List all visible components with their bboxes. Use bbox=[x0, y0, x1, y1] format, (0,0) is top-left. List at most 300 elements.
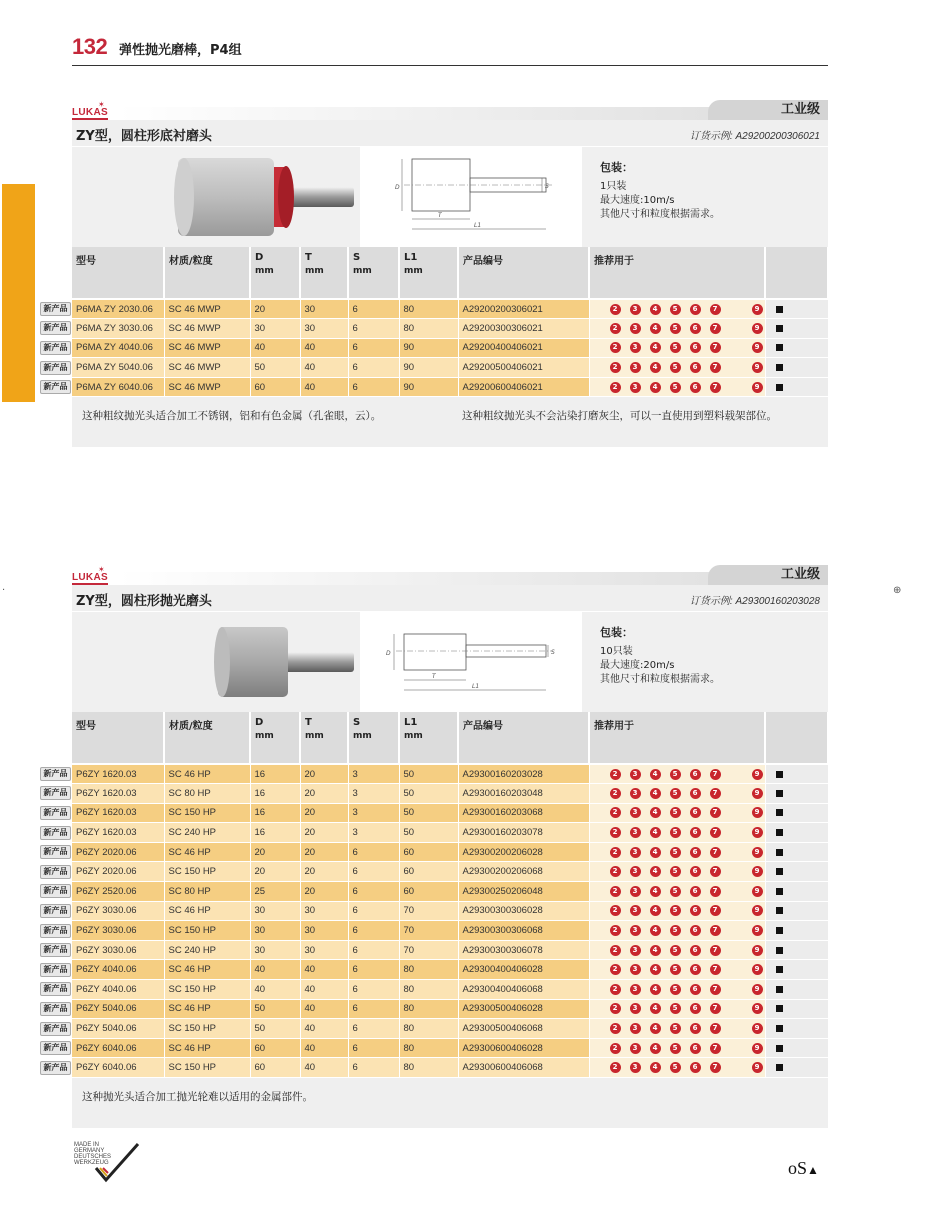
application-badge-icon: 5 bbox=[670, 866, 681, 877]
application-badge-icon: 3 bbox=[630, 925, 641, 936]
application-badge-icon: 4 bbox=[650, 382, 661, 393]
svg-text:T: T bbox=[438, 212, 442, 219]
column-unit: mm bbox=[404, 266, 423, 276]
application-badge-icon: 4 bbox=[650, 362, 661, 373]
cell-d: 60 bbox=[250, 1058, 300, 1078]
application-badge-icon: 4 bbox=[650, 323, 661, 334]
topbar-gradient bbox=[118, 107, 710, 120]
application-badge-icon: 7 bbox=[710, 1023, 721, 1034]
application-badge-icon: 5 bbox=[670, 984, 681, 995]
column-label: 产品编号 bbox=[463, 721, 503, 732]
column-unit: mm bbox=[255, 266, 274, 276]
application-badge-icon: 7 bbox=[710, 1062, 721, 1073]
application-badge-icon: 9 bbox=[752, 342, 763, 353]
square-bullet-icon bbox=[776, 1005, 783, 1012]
cell-model: P6ZY 3030.06 bbox=[72, 901, 164, 921]
cell-model: P6ZY 1620.03 bbox=[72, 764, 164, 784]
application-badge-icon: 5 bbox=[670, 382, 681, 393]
new-product-tag: 新产品 bbox=[40, 963, 71, 977]
product-section-2 bbox=[72, 565, 828, 1128]
recommend-cell bbox=[589, 940, 765, 960]
new-product-tag: 新产品 bbox=[40, 904, 71, 918]
availability-cell bbox=[765, 319, 828, 339]
table-row[interactable] bbox=[72, 862, 828, 882]
availability-cell bbox=[765, 842, 828, 862]
image-row bbox=[72, 612, 828, 712]
application-badge-icon: 5 bbox=[670, 304, 681, 315]
application-badge-icon: 2 bbox=[610, 827, 621, 838]
application-badge-icon: 2 bbox=[610, 323, 621, 334]
cell-s: 6 bbox=[348, 1058, 399, 1078]
column-label: 型号 bbox=[76, 721, 96, 732]
column-unit: mm bbox=[404, 731, 423, 741]
application-badge-icon: 6 bbox=[690, 886, 701, 897]
square-bullet-icon bbox=[776, 1045, 783, 1052]
column-header bbox=[164, 712, 250, 764]
cell-code: A29300200206068 bbox=[458, 862, 589, 882]
application-badge-icon: 9 bbox=[752, 847, 763, 858]
new-product-tag: 新产品 bbox=[40, 786, 71, 800]
application-badge-icon: 3 bbox=[630, 945, 641, 956]
table-row[interactable] bbox=[72, 377, 828, 397]
cell-code: A29200600406021 bbox=[458, 377, 589, 397]
application-badge-icon: 5 bbox=[670, 362, 681, 373]
application-badge-icon: 6 bbox=[690, 807, 701, 818]
cell-material: SC 46 HP bbox=[164, 901, 250, 921]
application-badge-icon: 7 bbox=[710, 945, 721, 956]
new-product-tag: 新产品 bbox=[40, 361, 71, 375]
column-unit: mm bbox=[353, 731, 372, 741]
application-badge-icon: 9 bbox=[752, 323, 763, 334]
arrow-up-icon: ▲ bbox=[807, 1163, 819, 1177]
application-badge-icon: 7 bbox=[710, 925, 721, 936]
cell-l1: 70 bbox=[399, 901, 458, 921]
new-product-tag: 新产品 bbox=[40, 826, 71, 840]
application-badge-icon: 9 bbox=[752, 866, 763, 877]
recommend-cell bbox=[589, 338, 765, 358]
application-badge-icon: 3 bbox=[630, 1062, 641, 1073]
recommend-cell bbox=[589, 803, 765, 823]
column-header bbox=[300, 712, 348, 764]
application-badge-icon: 3 bbox=[630, 323, 641, 334]
cell-s: 6 bbox=[348, 960, 399, 980]
availability-cell bbox=[765, 299, 828, 319]
application-badge-icon: 5 bbox=[670, 945, 681, 956]
packaging-line: 最大速度:10m/s bbox=[600, 195, 675, 206]
application-badge-icon: 4 bbox=[650, 807, 661, 818]
cell-material: SC 46 MWP bbox=[164, 299, 250, 319]
application-badge-icon: 7 bbox=[710, 362, 721, 373]
application-badge-icon: 3 bbox=[630, 1043, 641, 1054]
note-text: 这种抛光头适合加工抛光轮难以适用的金属部件。 bbox=[82, 1091, 313, 1103]
recommend-cell bbox=[589, 882, 765, 902]
application-badge-icon: 9 bbox=[752, 905, 763, 916]
application-badge-icon: 6 bbox=[690, 788, 701, 799]
table-row[interactable] bbox=[72, 901, 828, 921]
recommend-cell bbox=[589, 377, 765, 397]
cell-t: 30 bbox=[300, 921, 348, 941]
product-section-1 bbox=[72, 100, 828, 447]
availability-cell bbox=[765, 764, 828, 784]
packaging-line: 最大速度:20m/s bbox=[600, 660, 675, 671]
square-bullet-icon bbox=[776, 384, 783, 391]
application-badge-icon: 2 bbox=[610, 304, 621, 315]
application-badge-icon: 6 bbox=[690, 827, 701, 838]
packaging-info bbox=[582, 147, 828, 247]
application-badge-icon: 2 bbox=[610, 925, 621, 936]
new-product-tag: 新产品 bbox=[40, 943, 71, 957]
application-badge-icon: 6 bbox=[690, 382, 701, 393]
table-row[interactable] bbox=[72, 1038, 828, 1058]
square-bullet-icon bbox=[776, 1064, 783, 1071]
table-row[interactable] bbox=[72, 999, 828, 1019]
column-header bbox=[72, 712, 164, 764]
column-label: 推荐用于 bbox=[594, 256, 634, 267]
recommend-cell bbox=[589, 1019, 765, 1039]
application-badge-icon: 7 bbox=[710, 304, 721, 315]
application-badge-icon: 9 bbox=[752, 362, 763, 373]
application-badge-icon: 2 bbox=[610, 1043, 621, 1054]
new-product-tag: 新产品 bbox=[40, 321, 71, 335]
table-row[interactable] bbox=[72, 784, 828, 804]
application-badge-icon: 3 bbox=[630, 304, 641, 315]
cell-code: A29300600406028 bbox=[458, 1038, 589, 1058]
application-badge-icon: 4 bbox=[650, 1043, 661, 1054]
application-badge-icon: 5 bbox=[670, 342, 681, 353]
os-symbol bbox=[788, 1158, 819, 1179]
os-symbol-text: oS bbox=[788, 1158, 808, 1178]
cell-material: SC 46 HP bbox=[164, 960, 250, 980]
new-product-tag: 新产品 bbox=[40, 341, 71, 355]
svg-text:D: D bbox=[386, 650, 391, 657]
application-badge-icon: 2 bbox=[610, 866, 621, 877]
application-badge-icon: 2 bbox=[610, 886, 621, 897]
cell-t: 40 bbox=[300, 960, 348, 980]
section-topbar bbox=[72, 565, 828, 585]
application-badge-icon: 6 bbox=[690, 925, 701, 936]
column-header bbox=[589, 247, 765, 299]
application-badge-icon: 9 bbox=[752, 1062, 763, 1073]
cell-s: 6 bbox=[348, 358, 399, 378]
table-row[interactable] bbox=[72, 1058, 828, 1078]
application-badge-icon: 9 bbox=[752, 1023, 763, 1034]
cell-material: SC 46 MWP bbox=[164, 377, 250, 397]
svg-text:T: T bbox=[432, 673, 436, 680]
cell-code: A29300600406068 bbox=[458, 1058, 589, 1078]
cell-model: P6ZY 3030.06 bbox=[72, 921, 164, 941]
section-topbar bbox=[72, 100, 828, 120]
cell-l1: 80 bbox=[399, 1058, 458, 1078]
cell-material: SC 150 HP bbox=[164, 803, 250, 823]
cell-material: SC 150 HP bbox=[164, 1019, 250, 1039]
cell-l1: 50 bbox=[399, 803, 458, 823]
product-photo bbox=[72, 612, 362, 712]
application-badge-icon: 7 bbox=[710, 827, 721, 838]
technical-drawing bbox=[362, 147, 582, 247]
table-row[interactable] bbox=[72, 980, 828, 1000]
availability-cell bbox=[765, 862, 828, 882]
application-badge-icon: 7 bbox=[710, 1003, 721, 1014]
product-photo bbox=[72, 147, 362, 247]
table-row[interactable] bbox=[72, 764, 828, 784]
column-header bbox=[589, 712, 765, 764]
application-badge-icon: 7 bbox=[710, 788, 721, 799]
dimension-drawing-icon bbox=[362, 147, 582, 247]
cell-l1: 80 bbox=[399, 1019, 458, 1039]
page-header bbox=[72, 34, 828, 66]
crop-mark-left-icon: · bbox=[2, 585, 6, 596]
application-badge-icon: 6 bbox=[690, 866, 701, 877]
cell-l1: 60 bbox=[399, 882, 458, 902]
cell-s: 6 bbox=[348, 377, 399, 397]
table-row[interactable] bbox=[72, 940, 828, 960]
cell-t: 40 bbox=[300, 980, 348, 1000]
cell-s: 3 bbox=[348, 803, 399, 823]
square-bullet-icon bbox=[776, 344, 783, 351]
cell-material: SC 240 HP bbox=[164, 823, 250, 843]
table-row[interactable] bbox=[72, 823, 828, 843]
cell-l1: 50 bbox=[399, 764, 458, 784]
cell-s: 6 bbox=[348, 882, 399, 902]
recommend-cell bbox=[589, 999, 765, 1019]
square-bullet-icon bbox=[776, 306, 783, 313]
application-badge-icon: 2 bbox=[610, 769, 621, 780]
cell-s: 6 bbox=[348, 921, 399, 941]
cell-code: A29300500406068 bbox=[458, 1019, 589, 1039]
chapter-tab[interactable] bbox=[2, 184, 35, 402]
application-badge-icon: 4 bbox=[650, 769, 661, 780]
cell-model: P6ZY 5040.06 bbox=[72, 999, 164, 1019]
square-bullet-icon bbox=[776, 790, 783, 797]
svg-text:D: D bbox=[395, 184, 400, 191]
application-badge-icon: 2 bbox=[610, 342, 621, 353]
table-row[interactable] bbox=[72, 803, 828, 823]
cell-model: P6MA ZY 5040.06 bbox=[72, 358, 164, 378]
page-title: 弹性抛光磨棒，P4组 bbox=[119, 43, 242, 58]
table-row[interactable] bbox=[72, 842, 828, 862]
cell-l1: 60 bbox=[399, 862, 458, 882]
application-badge-icon: 7 bbox=[710, 323, 721, 334]
recommend-cell bbox=[589, 1058, 765, 1078]
cell-d: 60 bbox=[250, 1038, 300, 1058]
application-badge-icon: 3 bbox=[630, 382, 641, 393]
availability-cell bbox=[765, 377, 828, 397]
lukas-logo bbox=[72, 565, 116, 585]
recommend-cell bbox=[589, 960, 765, 980]
cell-t: 40 bbox=[300, 1058, 348, 1078]
application-badge-icon: 4 bbox=[650, 788, 661, 799]
square-bullet-icon bbox=[776, 947, 783, 954]
crop-mark-right-icon: ⊕ bbox=[893, 585, 902, 596]
application-badge-icon: 4 bbox=[650, 342, 661, 353]
application-badge-icon: 3 bbox=[630, 847, 641, 858]
cell-s: 6 bbox=[348, 338, 399, 358]
table-row[interactable] bbox=[72, 358, 828, 378]
note-text: 这种粗纹抛光头不会沾染打磨灰尘，可以一直使用到塑料载架部位。 bbox=[462, 410, 777, 423]
cell-model: P6MA ZY 3030.06 bbox=[72, 319, 164, 339]
section-titlebar bbox=[72, 585, 828, 612]
cell-code: A29300400406068 bbox=[458, 980, 589, 1000]
column-label: 型号 bbox=[76, 256, 96, 267]
cell-s: 6 bbox=[348, 980, 399, 1000]
application-badge-icon: 5 bbox=[670, 788, 681, 799]
cell-l1: 70 bbox=[399, 940, 458, 960]
application-badge-icon: 5 bbox=[670, 905, 681, 916]
mounted-point-photo-icon bbox=[72, 147, 362, 247]
application-badge-icon: 9 bbox=[752, 925, 763, 936]
cell-s: 3 bbox=[348, 784, 399, 804]
packaging-line: 其他尺寸和粒度根据需求。 bbox=[600, 209, 720, 220]
cell-material: SC 46 HP bbox=[164, 1038, 250, 1058]
cell-material: SC 80 HP bbox=[164, 882, 250, 902]
cell-d: 50 bbox=[250, 358, 300, 378]
cell-s: 3 bbox=[348, 764, 399, 784]
column-label: L1 bbox=[404, 717, 418, 728]
square-bullet-icon bbox=[776, 325, 783, 332]
cell-material: SC 46 HP bbox=[164, 764, 250, 784]
column-header bbox=[458, 247, 589, 299]
column-unit: mm bbox=[353, 266, 372, 276]
cell-l1: 50 bbox=[399, 823, 458, 843]
column-header bbox=[765, 712, 828, 764]
table-row[interactable] bbox=[72, 1019, 828, 1039]
application-badge-icon: 9 bbox=[752, 304, 763, 315]
application-badge-icon: 2 bbox=[610, 1062, 621, 1073]
column-unit: mm bbox=[305, 266, 324, 276]
cell-d: 40 bbox=[250, 960, 300, 980]
application-badge-icon: 4 bbox=[650, 886, 661, 897]
column-label: T bbox=[305, 717, 312, 728]
availability-cell bbox=[765, 999, 828, 1019]
application-badge-icon: 5 bbox=[670, 1043, 681, 1054]
column-header bbox=[399, 712, 458, 764]
new-product-tag: 新产品 bbox=[40, 380, 71, 394]
cell-material: SC 150 HP bbox=[164, 921, 250, 941]
cell-model: P6ZY 1620.03 bbox=[72, 784, 164, 804]
cell-t: 30 bbox=[300, 319, 348, 339]
column-header bbox=[765, 247, 828, 299]
mounted-point-photo-icon bbox=[72, 612, 362, 712]
cell-t: 40 bbox=[300, 377, 348, 397]
application-badge-icon: 5 bbox=[670, 1003, 681, 1014]
application-badge-icon: 5 bbox=[670, 886, 681, 897]
application-badge-icon: 2 bbox=[610, 382, 621, 393]
square-bullet-icon bbox=[776, 364, 783, 371]
application-badge-icon: 2 bbox=[610, 362, 621, 373]
availability-cell bbox=[765, 1058, 828, 1078]
application-badge-icon: 9 bbox=[752, 382, 763, 393]
cell-t: 40 bbox=[300, 1019, 348, 1039]
logo-mark-icon: ✶ bbox=[98, 100, 105, 109]
logo-text: LUKAS bbox=[72, 572, 108, 583]
section-notes bbox=[72, 1078, 828, 1128]
application-badge-icon: 3 bbox=[630, 827, 641, 838]
application-badge-icon: 6 bbox=[690, 342, 701, 353]
application-badge-icon: 3 bbox=[630, 866, 641, 877]
cell-l1: 90 bbox=[399, 358, 458, 378]
application-badge-icon: 3 bbox=[630, 362, 641, 373]
cell-l1: 70 bbox=[399, 921, 458, 941]
cell-d: 20 bbox=[250, 842, 300, 862]
column-label: 材质/粒度 bbox=[169, 721, 213, 732]
application-badge-icon: 6 bbox=[690, 847, 701, 858]
cell-code: A29200200306021 bbox=[458, 299, 589, 319]
application-badge-icon: 2 bbox=[610, 847, 621, 858]
cell-d: 30 bbox=[250, 319, 300, 339]
new-product-tag: 新产品 bbox=[40, 865, 71, 879]
application-badge-icon: 4 bbox=[650, 304, 661, 315]
application-badge-icon: 6 bbox=[690, 1043, 701, 1054]
cell-model: P6ZY 6040.06 bbox=[72, 1058, 164, 1078]
cell-t: 20 bbox=[300, 784, 348, 804]
cell-material: SC 46 HP bbox=[164, 999, 250, 1019]
cell-code: A29300160203078 bbox=[458, 823, 589, 843]
cell-material: SC 150 HP bbox=[164, 862, 250, 882]
table-row[interactable] bbox=[72, 921, 828, 941]
table-row[interactable] bbox=[72, 299, 828, 319]
cell-d: 50 bbox=[250, 1019, 300, 1039]
recommend-cell bbox=[589, 784, 765, 804]
square-bullet-icon bbox=[776, 771, 783, 778]
cell-model: P6ZY 2020.06 bbox=[72, 862, 164, 882]
column-header bbox=[250, 712, 300, 764]
svg-text:L1: L1 bbox=[472, 683, 480, 690]
cell-l1: 80 bbox=[399, 999, 458, 1019]
table-row[interactable] bbox=[72, 338, 828, 358]
cell-d: 16 bbox=[250, 823, 300, 843]
cell-t: 30 bbox=[300, 940, 348, 960]
availability-cell bbox=[765, 921, 828, 941]
cell-code: A29300160203068 bbox=[458, 803, 589, 823]
application-badge-icon: 4 bbox=[650, 964, 661, 975]
cell-d: 20 bbox=[250, 299, 300, 319]
square-bullet-icon bbox=[776, 1025, 783, 1032]
cell-model: P6MA ZY 4040.06 bbox=[72, 338, 164, 358]
column-header bbox=[458, 712, 589, 764]
product-table-1 bbox=[72, 247, 829, 397]
cell-model: P6ZY 3030.06 bbox=[72, 940, 164, 960]
cell-t: 30 bbox=[300, 901, 348, 921]
cell-model: P6ZY 1620.03 bbox=[72, 803, 164, 823]
table-row[interactable] bbox=[72, 319, 828, 339]
application-badge-icon: 9 bbox=[752, 1043, 763, 1054]
cell-model: P6MA ZY 2030.06 bbox=[72, 299, 164, 319]
column-header bbox=[164, 247, 250, 299]
application-badge-icon: 7 bbox=[710, 807, 721, 818]
column-label: 推荐用于 bbox=[594, 721, 634, 732]
section-title: ZY型，圆柱形抛光磨头 bbox=[76, 594, 212, 609]
application-badge-icon: 2 bbox=[610, 1003, 621, 1014]
table-row[interactable] bbox=[72, 960, 828, 980]
table-header bbox=[72, 247, 828, 299]
section-notes bbox=[72, 397, 828, 447]
cell-s: 6 bbox=[348, 842, 399, 862]
square-bullet-icon bbox=[776, 809, 783, 816]
application-badge-icon: 6 bbox=[690, 769, 701, 780]
cell-model: P6ZY 6040.06 bbox=[72, 1038, 164, 1058]
recommend-cell bbox=[589, 299, 765, 319]
cell-l1: 80 bbox=[399, 980, 458, 1000]
cell-l1: 90 bbox=[399, 377, 458, 397]
cell-s: 6 bbox=[348, 940, 399, 960]
cell-code: A29200300306021 bbox=[458, 319, 589, 339]
availability-cell bbox=[765, 882, 828, 902]
table-row[interactable] bbox=[72, 882, 828, 902]
application-badge-icon: 4 bbox=[650, 1062, 661, 1073]
lukas-logo bbox=[72, 100, 116, 120]
packaging-title: 包装： bbox=[600, 161, 633, 174]
application-badge-icon: 7 bbox=[710, 866, 721, 877]
